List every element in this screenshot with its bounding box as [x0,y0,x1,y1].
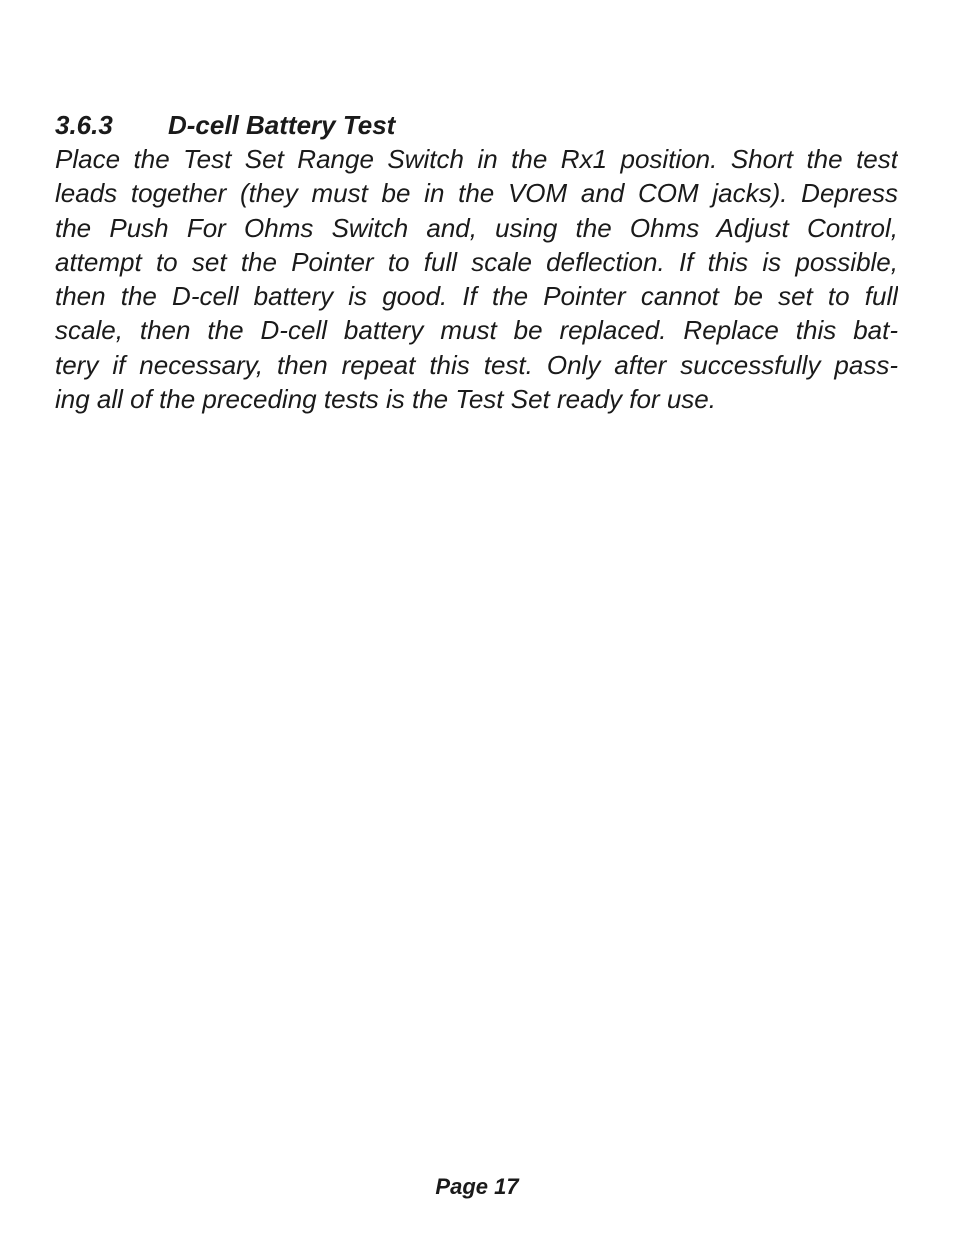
section-heading [55,108,898,142]
page-number: Page 17 [435,1174,519,1199]
body-line: then the D-cell battery is good. If the Pointer cannot be set to full [55,281,898,312]
body-line: leads together (they must be in the VOM and COM jacks). Depress [55,178,898,209]
section-3-6-3 [55,108,898,416]
body-line: tery if necessary, then repeat this test. Only after successfully pass- [55,349,898,380]
body-line: scale, then the D-cell battery must be replaced. Replace this bat- [55,315,898,346]
body-line: the Push For Ohms Switch and, using the Ohms Adjust Control, [55,212,898,243]
section-number: 3.6.3 [55,110,113,140]
body-line: Place the Test Set Range Switch in the Rx1 position. Short the test [55,144,898,174]
body-line: ing all of the preceding tests is the Test Set ready for use. [55,384,716,415]
section-title: D-cell Battery Test [168,110,396,140]
body-line: attempt to set the Pointer to full scale deflection. If this is possible, [55,246,898,277]
section-body [55,142,898,416]
